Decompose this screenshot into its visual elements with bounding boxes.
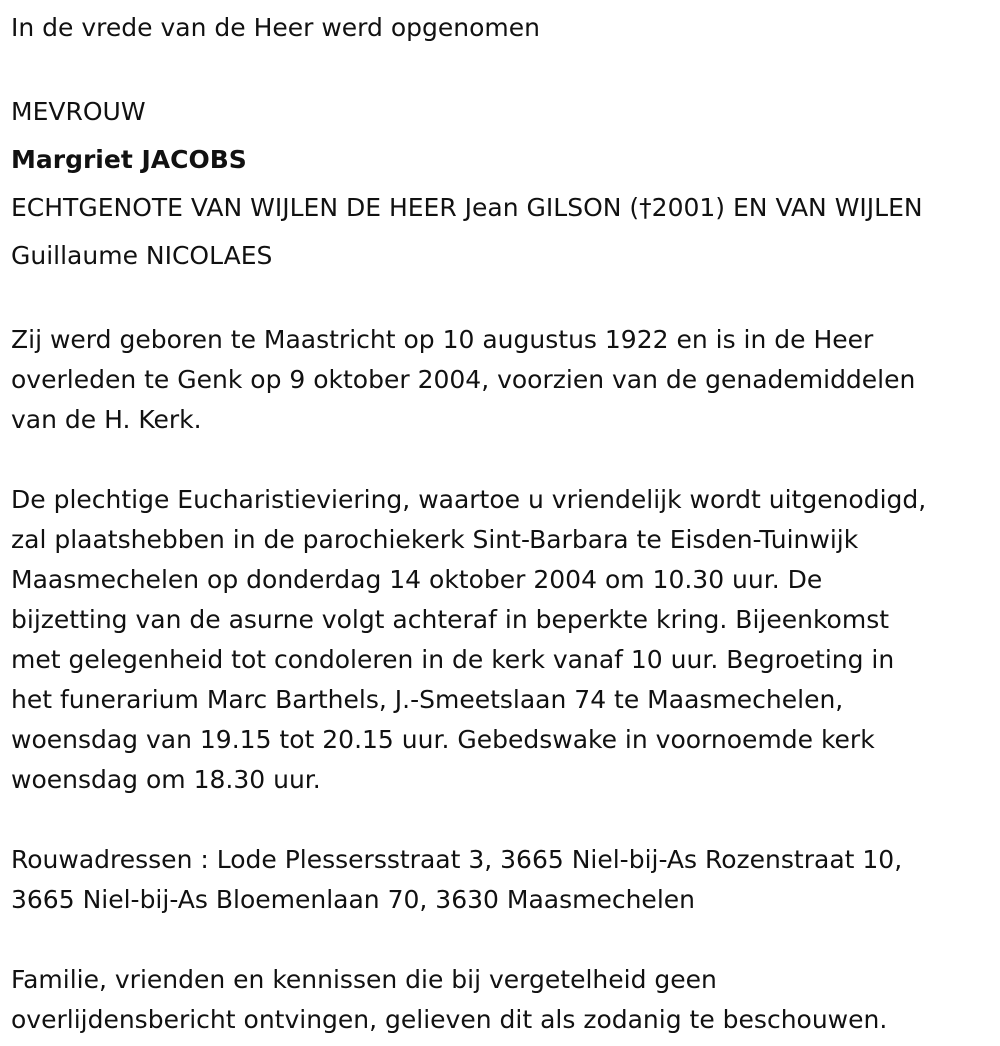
relation-line-1	[11, 184, 1000, 232]
deceased-name: Margriet JACOBS	[11, 145, 247, 174]
relation-prefix: ECHTGENOTE VAN WIJLEN DE HEER Jean GILSON (	[11, 193, 640, 222]
paragraph-line: woensdag om 18.30 uur.	[11, 765, 321, 794]
paragraph-line: woensdag van 19.15 tot 20.15 uur. Gebedswake in voornoemde kerk	[11, 725, 875, 754]
addresses-paragraph	[11, 840, 1000, 920]
paragraph-line: het funerarium Marc Barthels, J.-Smeetslaan 74 te Maasmechelen,	[11, 685, 844, 714]
paragraph-line: Familie, vrienden en kennissen die bij vergetelheid geen	[11, 965, 717, 994]
intro-line: In de vrede van de Heer werd opgenomen	[11, 13, 540, 42]
spacer	[11, 920, 1000, 960]
paragraph-line: Rouwadressen : Lode Plessersstraat 3, 3665 Niel-bij-As Rozenstraat 10,	[11, 845, 903, 874]
ceremony-paragraph	[11, 480, 1000, 800]
salutation: MEVROUW	[11, 97, 146, 126]
paragraph-line: De plechtige Eucharistieviering, waartoe u vriendelijk wordt uitgenodigd,	[11, 485, 927, 514]
relation-line-2: Guillaume NICOLAES	[11, 241, 273, 270]
cross-icon: †	[639, 193, 652, 222]
paragraph-line: overlijdensbericht ontvingen, gelieven dit als zodanig te beschouwen.	[11, 1005, 888, 1034]
paragraph-line: Zij werd geboren te Maastricht op 10 augustus 1922 en is in de Heer	[11, 325, 874, 354]
spacer	[11, 800, 1000, 840]
paragraph-line: bijzetting van de asurne volgt achteraf in beperkte kring. Bijeenkomst	[11, 605, 890, 634]
paragraph-line: met gelegenheid tot condoleren in de kerk vanaf 10 uur. Begroeting in	[11, 645, 895, 674]
paragraph-line: overleden te Genk op 9 oktober 2004, voorzien van de genademiddelen	[11, 365, 916, 394]
closing-paragraph	[11, 960, 1000, 1040]
spacer	[11, 48, 1000, 88]
paragraph-line: zal plaatshebben in de parochiekerk Sint-Barbara te Eisden-Tuinwijk	[11, 525, 859, 554]
paragraph-line: van de H. Kerk.	[11, 405, 202, 434]
spacer	[11, 280, 1000, 320]
relation-suffix: 2001) EN VAN WIJLEN	[651, 193, 923, 222]
paragraph-line: Maasmechelen op donderdag 14 oktober 2004 om 10.30 uur. De	[11, 565, 823, 594]
paragraph-line: 3665 Niel-bij-As Bloemenlaan 70, 3630 Maasmechelen	[11, 885, 695, 914]
birth-death-paragraph	[11, 320, 1000, 440]
spacer	[11, 440, 1000, 480]
